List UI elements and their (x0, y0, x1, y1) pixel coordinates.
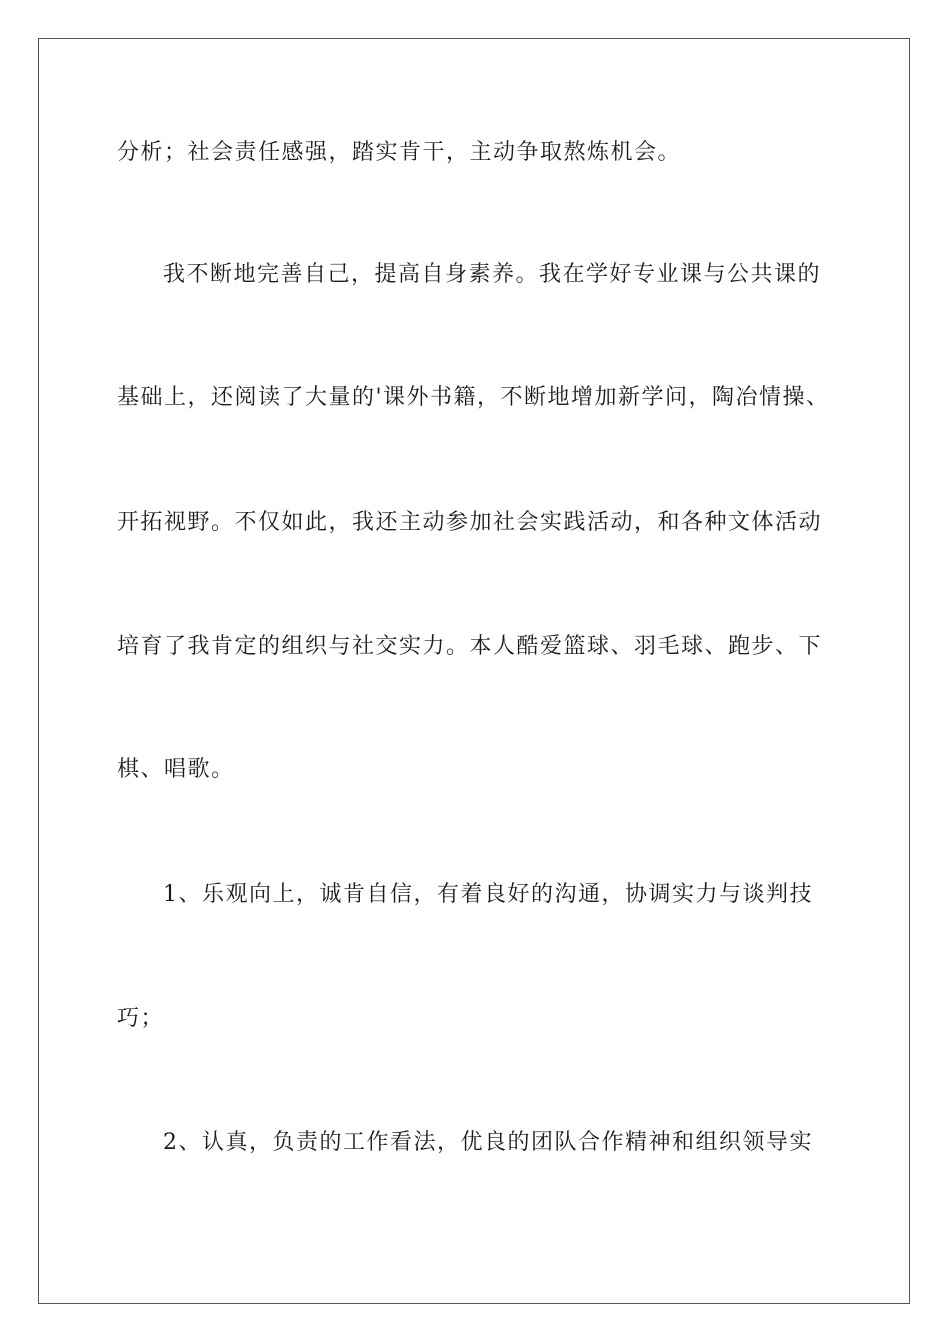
text-line-9: 2、认真，负责的工作看法，优良的团队合作精神和组织领导实 (163, 1130, 813, 1155)
text-line-6: 棋、唱歌。 (117, 757, 235, 782)
text-line-1: 分析；社会责任感强，踏实肯干，主动争取熬炼机会。 (117, 140, 682, 165)
page-border (38, 38, 910, 1304)
text-line-8: 巧； (117, 1006, 165, 1031)
text-line-3: 基础上，还阅读了大量的'课外书籍，不断地增加新学问，陶冶情操、 (117, 385, 830, 410)
text-line-2: 我不断地完善自己，提高自身素养。我在学好专业课与公共课的 (163, 262, 822, 287)
text-line-4: 开拓视野。不仅如此，我还主动参加社会实践活动，和各种文体活动 (117, 510, 823, 535)
text-line-5: 培育了我肯定的组织与社交实力。本人酷爱篮球、羽毛球、跑步、下 (117, 634, 823, 659)
text-line-7: 1、乐观向上，诚肯自信，有着良好的沟通，协调实力与谈判技 (163, 882, 813, 907)
